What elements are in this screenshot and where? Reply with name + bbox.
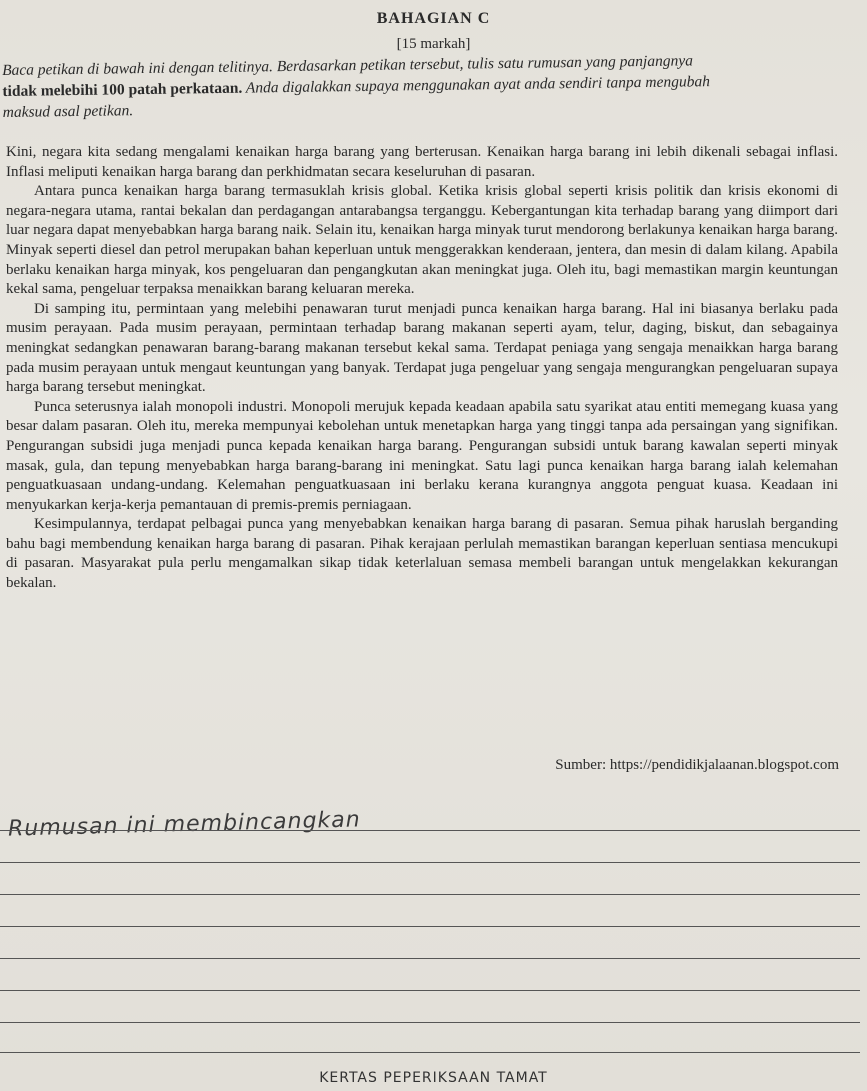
section-title: BAHAGIAN C <box>376 10 491 27</box>
answer-lines[interactable] <box>0 790 867 1060</box>
handwritten-answer: Rumusan ini membincangkan <box>7 807 361 842</box>
passage-paragraph-2: Antara punca kenaikan harga barang termasuklah krisis global. Ketika krisis global seperti krisis politik dan krisis ekonomi di negara-negara utama, rantai bekalan dan perdagangan antarabangsa terganggu. Kebergantungan kita terhadap barang yang diimport dari luar negara dapat menyebabkan harga barang naik. Selain itu, kenaikan harga minyak turut mendorong berlakunya kenaikan harga barang. Minyak seperti diesel dan petrol merupakan bahan keperluan untuk menggerakkan kenderaan, jentera, dan mesin di dalam kilang. Apabila berlaku kenaikan harga minyak, kos pengeluaran dan pengangkutan akan meningkat juga. Oleh itu, bagi memastikan margin keuntungan kekal sama, pengeluar terpaksa menaikkan barang keluaran mereka. <box>6 183 838 298</box>
marks-label: [15 markah] <box>396 36 471 52</box>
instructions-line-2-rest: Anda digalakkan supaya menggunakan ayat anda sendiri tanpa mengubah <box>242 73 711 97</box>
passage-paragraph-4: Punca seterusnya ialah monopoli industri. Monopoli merujuk kepada keadaan apabila satu syarikat atau entiti memegang kuasa yang besar dalam pasaran. Oleh itu, mereka mempunyai kebolehan untuk menetapkan harga yang tinggi tanpa ada persaingan yang signifikan. Pengurangan subsidi juga menjadi punca kepada kenaikan harga barang. Pengurangan subsidi untuk barang kawalan seperti minyak masak, gula, dan tepung menyebabkan harga barang-barang ini meningkat. Satu lagi punca kenaikan harga barang ialah kelemahan penguatkuasaan undang-undang. Kelemahan penguatkuasaan ini berlaku kerana kurangnya anggota penguat kuasa. Keadaan ini menyukarkan kerja-kerja pemantauan di premis-premis perniagaan. <box>6 398 838 513</box>
instructions <box>2 48 863 123</box>
passage-paragraph-1: Kini, negara kita sedang mengalami kenaikan harga barang yang berterusan. Kenaikan harga barang ini lebih dikenali sebagai inflasi. Inflasi meliputi kenaikan harga barang dan perkhidmatan secara keseluruhan di pasaran. <box>6 144 838 180</box>
instructions-line-3: maksud asal petikan. <box>2 102 134 121</box>
answer-line <box>0 830 860 831</box>
source-citation: Sumber: https://pendidikjalaanan.blogspot.com <box>555 757 839 773</box>
passage-paragraph-5: Kesimpulannya, terdapat pelbagai punca yang menyebabkan kenaikan harga barang di pasaran. Semua pihak haruslah berganding bahu bagi membendung kenaikan harga barang di pasaran. Pihak kerajaan perlulah memastikan barangan keperluan sentiasa mencukupi di pasaran. Masyarakat pula perlu mengamalkan sikap tidak keterlaluan semasa membeli barangan untuk mengelakkan kekurangan bekalan. <box>6 516 838 592</box>
word-limit: tidak melebihi 100 patah perkataan. <box>2 79 243 100</box>
answer-line <box>0 926 860 927</box>
answer-line <box>0 958 860 959</box>
footer-end-of-paper: KERTAS PEPERIKSAAN TAMAT <box>319 1070 548 1086</box>
answer-line <box>0 894 860 895</box>
passage <box>6 143 838 594</box>
answer-line <box>0 862 860 863</box>
passage-paragraph-3: Di samping itu, permintaan yang melebihi penawaran turut menjadi punca kenaikan harga barang. Hal ini biasanya berlaku pada musim perayaan. Pada musim perayaan, permintaan terhadap barang makanan seperti ayam, telur, daging, biskut, dan sebagainya meningkat sedangkan penawaran barang-barang makanan tersebut kekal sama. Terdapat peniaga yang sengaja menaikkan harga barang pada musim perayaan untuk mengaut keuntungan yang banyak. Terdapat juga pengeluar yang sengaja mengurangkan pengeluaran supaya harga barang tersebut meningkat. <box>6 300 838 396</box>
answer-line <box>0 1052 860 1053</box>
answer-line <box>0 990 860 991</box>
answer-line <box>0 1022 860 1023</box>
instructions-line-1: Baca petikan di bawah ini dengan telitinya. Berdasarkan petikan tersebut, tulis satu rumusan yang panjangnya <box>2 52 694 79</box>
